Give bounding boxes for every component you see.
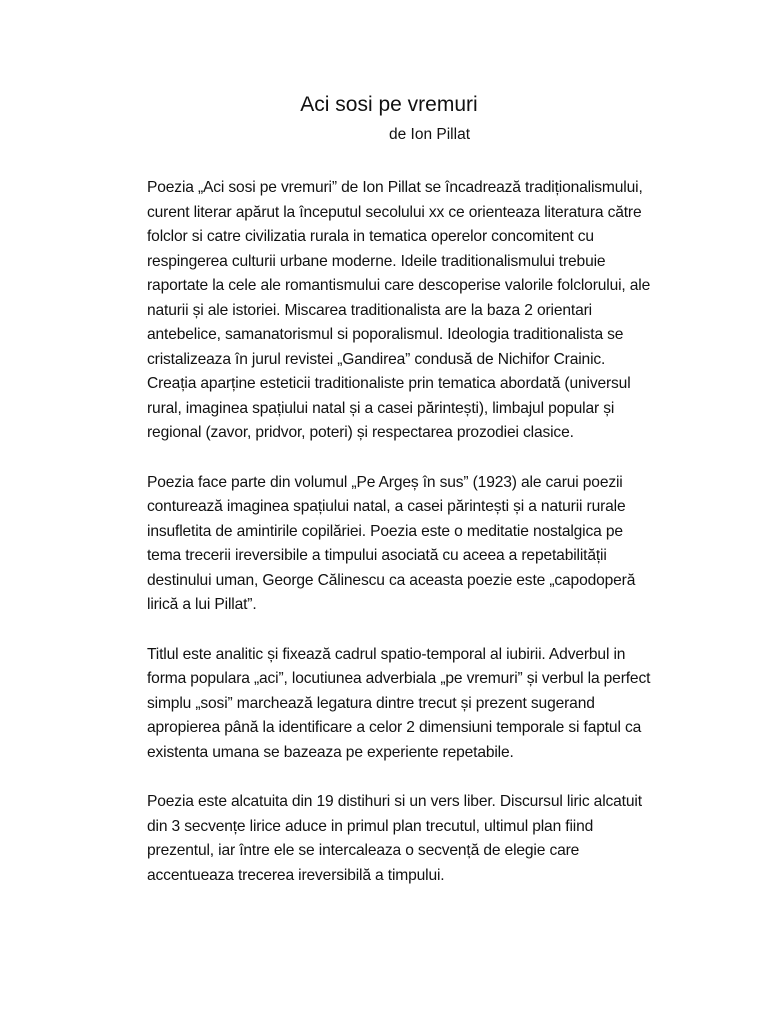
text-line: tema trecerii ireversibile a timpului asociată cu aceea a repetabilității xyxy=(147,547,607,564)
text-line: regional (zavor, pridvor, poteri) și respectarea prozodiei clasice. xyxy=(147,424,574,441)
text-line: conturează imaginea spațiului natal, a casei părintești și a naturii rurale xyxy=(147,498,626,515)
paragraph-1 xyxy=(147,176,707,446)
document-title: Aci sosi pe vremuri xyxy=(300,93,478,116)
text-line: apropierea până la identificare a celor 2 dimensiuni temporale si faptul ca xyxy=(147,719,642,736)
text-line: raportate la cele ale romantismului care descoperise valorile folclorului, ale xyxy=(147,277,651,294)
text-line: din 3 secvențe lirice aduce in primul plan trecutul, ultimul plan fiind xyxy=(147,817,594,835)
text-line: accentueaza trecerea ireversibilă a timpului. xyxy=(147,866,445,884)
text-line: respingerea culturii urbane moderne. Ideile traditionalismului trebuie xyxy=(147,252,606,270)
text-line: naturii și ale istoriei. Miscarea traditionalista are la baza 2 orientari xyxy=(147,301,592,319)
text-line: existenta umana se bazeaza pe experiente repetabile. xyxy=(147,743,514,761)
text-line: insufletita de amintirile copilăriei. Poezia este o meditatie nostalgica pe xyxy=(147,522,623,540)
text-line: Poezia face parte din volumul „Pe Argeș în sus” (1923) ale carui poezii xyxy=(147,473,623,491)
text-line: simplu „sosi” marchează legatura dintre trecut și prezent sugerand xyxy=(147,694,595,712)
text-line: Poezia este alcatuita din 19 distihuri si un vers liber. Discursul liric alcatuit xyxy=(147,793,642,810)
paragraph-2 xyxy=(147,471,707,618)
paragraph-3 xyxy=(147,643,707,766)
text-line: curent literar apărut la începutul secolului xx ce orienteaza literatura către xyxy=(147,203,642,221)
text-line: antebelice, samanatorismul si poporalismul. Ideologia traditionalista se xyxy=(147,326,624,343)
text-line: Creația aparține esteticii traditionaliste prin tematica abordată (universul xyxy=(147,375,631,392)
text-line: forma populara „aci”, locutiunea adverbiala „pe vremuri” și verbul la perfect xyxy=(147,670,651,687)
paragraph-4 xyxy=(147,790,707,888)
text-line: Titlul este analitic și fixează cadrul spatio-temporal al iubirii. Adverbul in xyxy=(147,645,626,663)
text-line: destinului uman, George Călinescu ca aceasta poezie este „capodoperă xyxy=(147,571,636,589)
document-body xyxy=(147,176,707,913)
text-line: Poezia „Aci sosi pe vremuri” de Ion Pillat se încadrează tradiționalismului, xyxy=(147,179,643,196)
text-line: lirică a lui Pillat”. xyxy=(147,596,257,613)
text-line: prezentul, iar între ele se intercaleaza o secvență de elegie care xyxy=(147,842,580,859)
text-line: cristalizeaza în jurul revistei „Gandirea” condusă de Nichifor Crainic. xyxy=(147,350,606,368)
text-line: rural, imaginea spațiului natal și a casei părintești), limbajul popular și xyxy=(147,399,615,417)
text-line: folclor si catre civilizatia rurala in tematica operelor concomitent cu xyxy=(147,228,594,245)
document-author: de Ion Pillat xyxy=(389,126,470,143)
